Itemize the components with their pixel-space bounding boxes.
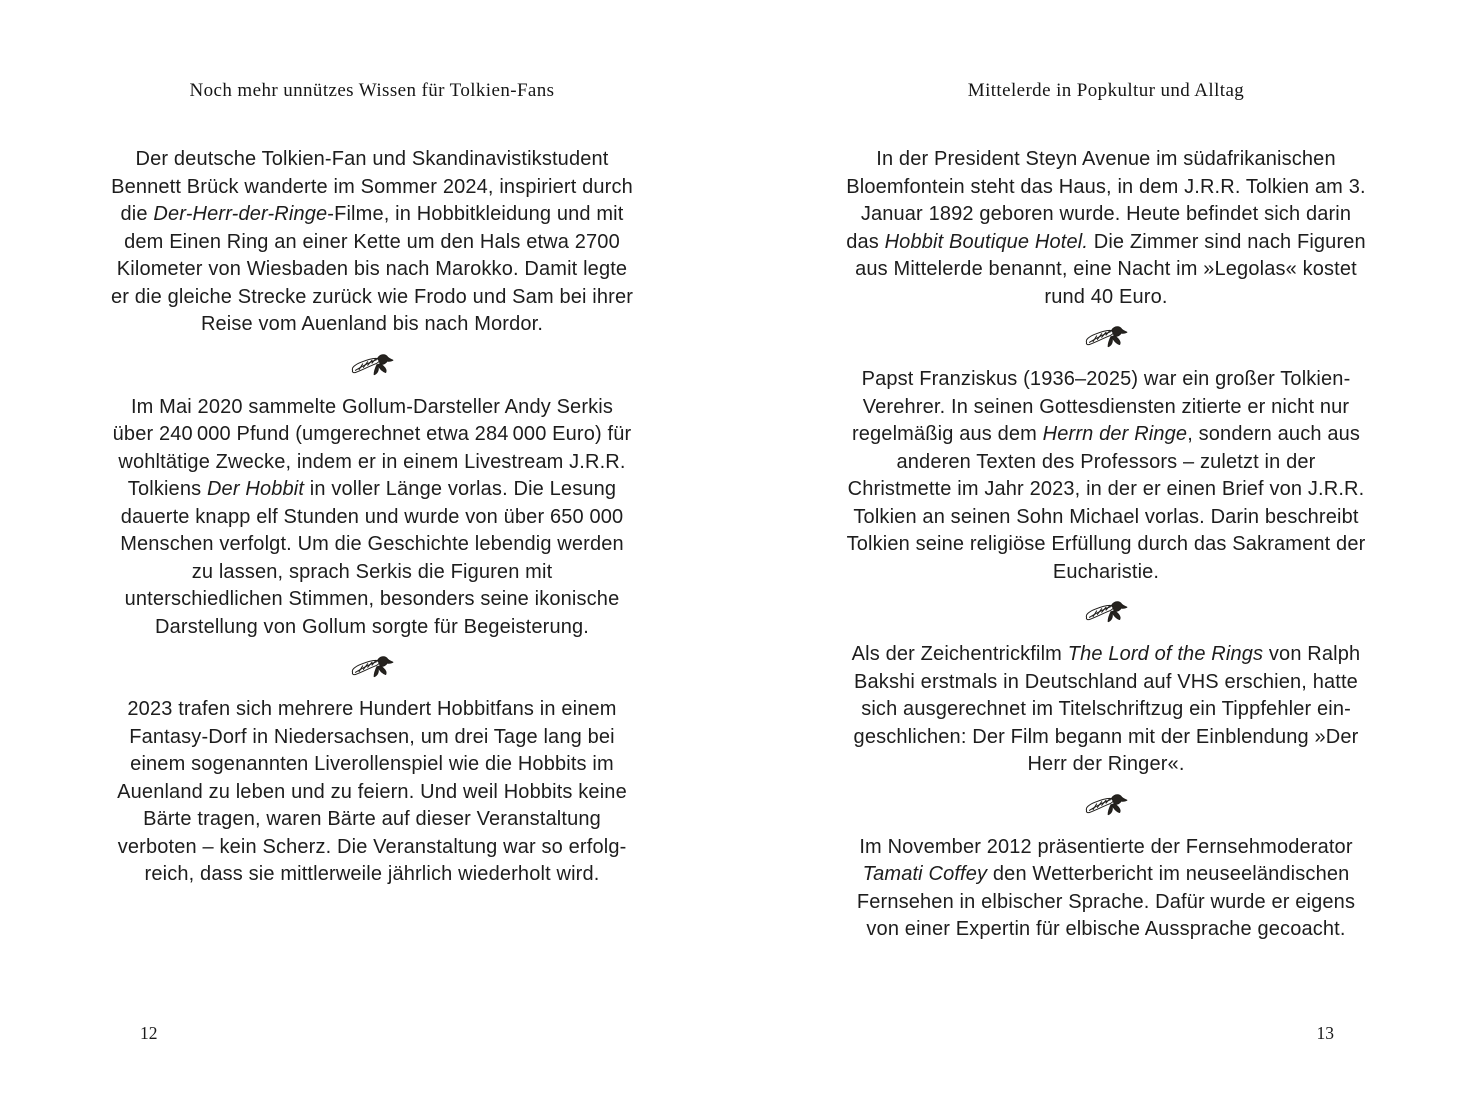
page-left xyxy=(110,0,634,1093)
bird-ornament-icon xyxy=(110,349,634,383)
right-page-number: 13 xyxy=(1316,1023,1334,1043)
page-right xyxy=(844,0,1368,1093)
text-run: Die Zimmer sind nach Figuren aus Mittelerde benannt, eine Nacht im »Legolas« kostet rund 40 Euro. xyxy=(855,230,1366,308)
text-run: Als der Zeichentrickfilm xyxy=(851,643,1068,665)
text-run: Im November 2012 präsentierte der Fernsehmoderator xyxy=(859,835,1353,858)
left-page-number: 12 xyxy=(140,1023,158,1043)
text-run: In der President Steyn Avenue im südafrikanischen Bloemfontein steht das Haus, in dem J.R.R. Tolkien am 3. Januar 1892 geboren wurde. Heute befindet sich darin das xyxy=(846,148,1366,253)
bird-ornament-icon xyxy=(110,651,634,685)
text-run: den Wetterbericht im neuseeländischen Fernsehen in elbischer Sprache. Dafür wurde er eigens von einer Expertin für elbische Aussprache gecoacht. xyxy=(856,863,1356,940)
paragraph xyxy=(844,641,1368,779)
text-run: -Filme, in Hobbitkleidung und mit dem Einen Ring an einer Kette um den Hals etwa 2700 Kilometer von Wiesbaden bis nach Marokko. Damit legte er die gleiche Strecke zurück wie Frodo und Sam bei ihrer Reise vom Auenland bis nach Mordor. xyxy=(110,203,634,335)
italic-text-run: Hobbit Boutique Hotel. xyxy=(884,230,1089,253)
text-run: Der deutsche Tolkien-Fan und Skandinavistikstudent Bennett Brück wanderte im Sommer 2024, inspiriert durch die xyxy=(111,148,633,225)
paragraph xyxy=(110,696,634,889)
paragraph xyxy=(110,394,634,642)
bird-ornament-icon xyxy=(844,596,1368,630)
italic-text-run: Herrn der Ringe xyxy=(1042,423,1188,445)
text-run: 2023 trafen sich mehrere Hundert Hobbitfans in einem Fantasy-Dorf in Niedersachsen, um drei Tage lang bei einem sogenannten Liverollenspiel wie die Hobbits im Auenland zu leben und zu feiern. Und weil Hobbits keine Bärte tragen, waren Bärte auf dieser Veranstaltung verboten – kein Scherz. Die Veranstaltung war so erfolgreich, dass sie mittlerweile jährlich wiederholt wird. xyxy=(117,698,627,885)
text-run: Papst Franziskus (1936–2025) war ein großer Tolkien-Verehrer. In seinen Gottesdiensten zitierte er nicht nur regelmäßig aus dem xyxy=(851,368,1351,445)
bird-ornament-icon xyxy=(844,789,1368,823)
text-run: Im Mai 2020 sammelte Gollum-Darsteller Andy Serkis über 240 000 Pfund (umgerechnet etwa 284 000 Euro) für wohltätige Zwecke, indem er in einem Livestream J.R.R. Tolkiens xyxy=(112,395,632,500)
text-run: , sondern auch aus anderen Texten des Professors – zuletzt in der Christmette im Jahr 2023, in der er einen Brief von J.R.R. Tolkien an seinen Sohn Michael vorlas. Darin beschreibt Tolkien seine religiöse Erfüllung durch das Sakrament der Eucharistie. xyxy=(846,423,1366,583)
right-page-body xyxy=(844,146,1368,944)
italic-text-run: The Lord of the Rings xyxy=(1067,643,1264,665)
left-page-body xyxy=(110,146,634,889)
italic-text-run: Der-Herr-der-Ringe xyxy=(153,203,328,225)
italic-text-run: Tamati Coffey xyxy=(862,863,988,885)
paragraph xyxy=(844,146,1368,311)
paragraph xyxy=(110,146,634,339)
italic-text-run: Der Hobbit xyxy=(206,478,305,500)
paragraph xyxy=(844,834,1368,944)
text-run: in voller Länge vorlas. Die Lesung dauerte knapp elf Stunden und wurde von über 650 000 Menschen verfolgt. Um die Geschichte lebendig werden zu lassen, sprach Serkis die Figuren mit unterschiedlichen Stimmen, besonders seine ikonische Darstellung von Gollum sorgte für Begeisterung. xyxy=(120,478,624,638)
left-running-head: Noch mehr unnützes Wissen für Tolkien-Fans xyxy=(189,80,555,101)
right-running-head: Mittelerde in Popkultur und Alltag xyxy=(967,80,1245,101)
paragraph xyxy=(844,366,1368,586)
bird-ornament-icon xyxy=(844,321,1368,355)
text-run: von Ralph Bakshi erstmals in Deutschland auf VHS erschien, hatte sich ausgerechnet im Titelschriftzug ein Tippfehler eingeschlichen: Der Film begann mit der Einblendung »Der Herr der Ringer«. xyxy=(853,643,1361,775)
